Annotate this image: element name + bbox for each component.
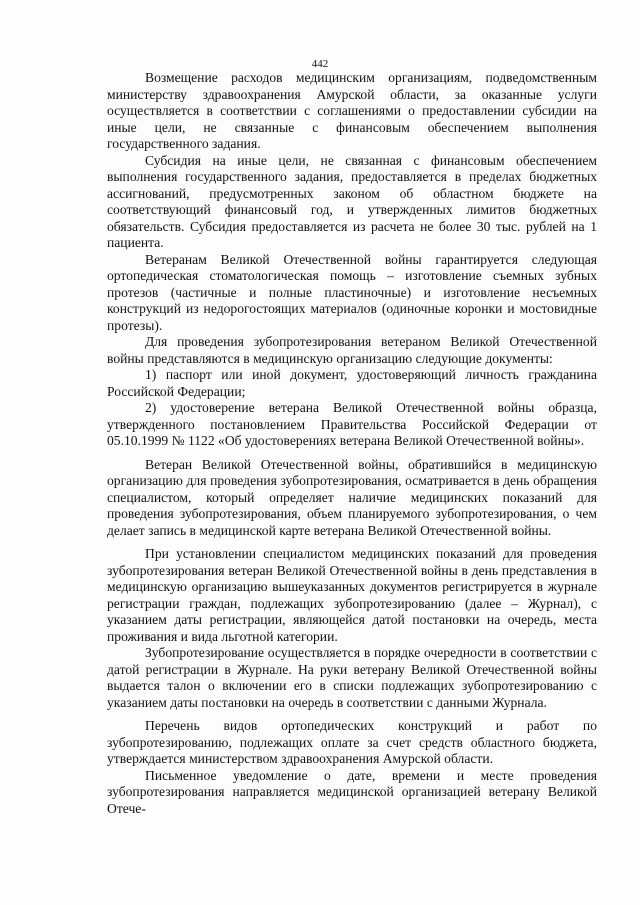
paragraph-document-certificate: 2) удостоверение ветерана Великой Отечественной войны образца, утвержденного постановлением Правительства Российской Федерации от 05.10.1999 № 1122 «Об удостоверениях ветерана Великой Отечественной войны». — [107, 400, 597, 448]
paragraph-queue: Зубопротезирование осуществляется в порядке очередности в соответствии с датой регистрации в Журнале. На руки ветерану Великой Отечественной войны выдается талон о включении его в списки подлежащих зубопротезированию с указанием даты постановки на очередь в соответствии с данными Журнала. — [107, 645, 597, 710]
paragraph-veteran-guarantee: Ветеранам Великой Отечественной войны гарантируется следующая ортопедическая стоматологическая помощь – изготовление съемных зубных протезов (частичные и полные пластиночные) и изготовление несъемных конструкций из недорогостоящих материалов (одиночные коронки и мостовидные протезы). — [107, 251, 597, 333]
paragraph-notification: Письменное уведомление о дате, времени и месте проведения зубопротезирования направляется медицинской организацией ветерану Великой Отече- — [107, 767, 597, 816]
paragraph-list-of-works: Перечень видов ортопедических конструкций и работ по зубопротезированию, подлежащих оплате за счет средств областного бюджета, утверждается министерством здравоохранения Амурской области. — [107, 718, 597, 766]
paragraph-documents-intro: Для проведения зубопротезирования ветераном Великой Отечественной войны представляются в медицинскую организацию следующие документы: — [107, 334, 597, 366]
paragraph-document-passport: 1) паспорт или иной документ, удостоверяющий личность гражданина Российской Федерации; — [107, 367, 597, 399]
paragraph-examination: Ветеран Великой Отечественной войны, обратившийся в медицинскую организацию для проведения зубопротезирования, осматривается в день обращения специалистом, который определяет наличие медицинских показаний для проведения зубопротезирования, объем планируемого зубопротезирования, о чем делает запись в медицинской карте ветерана Великой Отечественной войны. — [107, 456, 597, 538]
paragraph-subsidy: Субсидия на иные цели, не связанная с финансовым обеспечением выполнения государственного задания, предоставляется в пределах бюджетных ассигнований, предусмотренных законом об областном бюджете на соответствующий финансовый год, и утвержденных лимитов бюджетных обязательств. Субсидия предоставляется из расчета не более 30 тыс. рублей на 1 пациента. — [107, 152, 597, 250]
body-text — [107, 70, 597, 817]
paragraph-reimbursement: Возмещение расходов медицинским организациям, подведомственным министерству здравоохранения Амурской области, за оказанные услуги осуществляется в соответствии с соглашениями о предоставлении субсидии на иные цели, не связанные с финансовым обеспечением выполнения государственного задания. — [107, 70, 597, 151]
paragraph-registration: При установлении специалистом медицинских показаний для проведения зубопротезирования ветеран Великой Отечественной войны в день представления в медицинскую организацию вышеуказанных документов регистрируется в журнале регистрации граждан, подлежащих зубопротезированию (далее – Журнал), с указанием даты регистрации, являющейся датой постановки на очередь, места проживания и вида льготной категории. — [107, 546, 597, 644]
page-number: 442 — [311, 58, 329, 70]
